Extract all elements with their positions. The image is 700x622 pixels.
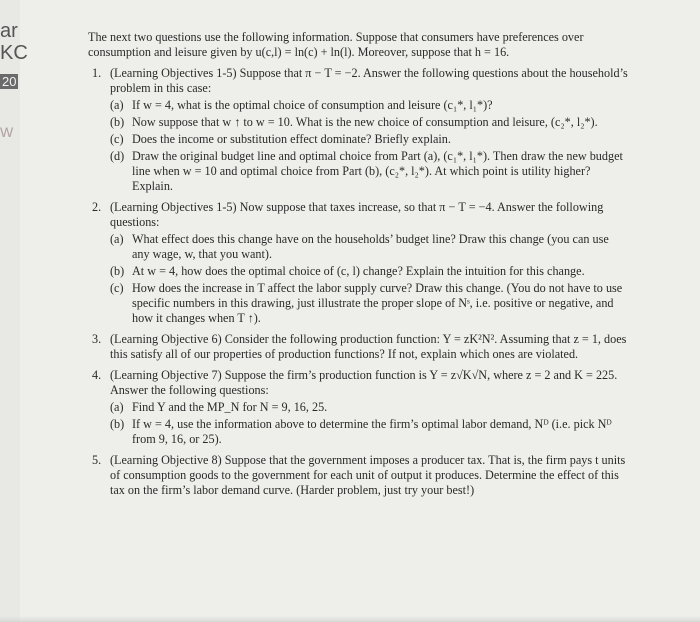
question-part xyxy=(110,132,628,147)
question-part xyxy=(110,232,628,262)
side-fragment: 20 xyxy=(2,74,17,89)
question-text: (Learning Objectives 1-5) Suppose that π − T = −2. Answer the following questions about the household’s problem in this case: xyxy=(110,66,628,95)
question-part xyxy=(110,264,628,279)
part-text: If w = 4, use the information above to determine the firm’s optimal labor demand, Nᴰ (i.e. pick Nᴰ from 9, 16, or 25). xyxy=(132,417,612,446)
part-text: How does the increase in T affect the labor supply curve? Draw this change. (You do not have to use specific numbers in this drawing, just illustrate the proper slope of Nˢ, i.e. positive or negative, and how it changes when T ↑). xyxy=(132,281,623,325)
page-bottom-edge xyxy=(0,616,700,622)
side-fragment: W xyxy=(0,124,14,140)
question-number: 3. xyxy=(92,332,102,346)
question-part xyxy=(110,400,628,415)
part-label: (c) xyxy=(110,281,124,295)
question-text: (Learning Objective 8) Suppose that the government imposes a producer tax. That is, the firm pays t units of consumption goods to the government for each unit of output it produces. Determine the effect of this tax on the firm’s labor demand curve. (Harder problem, just try your best!) xyxy=(110,453,626,497)
part-label: (b) xyxy=(110,115,125,129)
side-fragment: ar xyxy=(0,20,18,42)
question-4 xyxy=(88,368,628,447)
part-text: If w = 4, what is the optimal choice of consumption and leisure (c₁*, l₁*)? xyxy=(132,98,493,112)
part-text: Draw the original budget line and optimal choice from Part (a), (c₁*, l₁*). Then draw the new budget line when w = 10 and optimal choice from Part (b), (c₂*, l₂*). At which point is utility higher? Explain. xyxy=(132,149,623,193)
part-label: (a) xyxy=(110,400,124,414)
part-label: (b) xyxy=(110,264,125,278)
question-number: 1. xyxy=(92,66,102,80)
question-3 xyxy=(88,332,628,362)
question-text: (Learning Objective 7) Suppose the firm’s production function is Y = z√K√N, where z = 2 and K = 225. Answer the following questions: xyxy=(110,368,618,397)
question-part xyxy=(110,417,628,447)
question-part xyxy=(110,98,628,113)
problem-set-page xyxy=(88,30,628,504)
part-text: At w = 4, how does the optimal choice of (c, l) change? Explain the intuition for this change. xyxy=(132,264,585,278)
question-text: (Learning Objectives 1-5) Now suppose that taxes increase, so that π − T = −4. Answer the following questions: xyxy=(110,200,604,229)
part-text: Does the income or substitution effect dominate? Briefly explain. xyxy=(132,132,451,146)
question-number: 2. xyxy=(92,200,102,214)
question-5 xyxy=(88,453,628,498)
question-2 xyxy=(88,200,628,326)
part-label: (a) xyxy=(110,98,124,112)
question-text: (Learning Objective 6) Consider the following production function: Y = zK²N². Assuming that z = 1, does this satisfy all of our properties of production functions? If not, explain which ones are violated. xyxy=(110,332,627,361)
side-fragment: KC xyxy=(0,42,28,64)
part-label: (b) xyxy=(110,417,125,431)
question-number: 5. xyxy=(92,453,102,467)
question-part xyxy=(110,149,628,194)
question-part xyxy=(110,281,628,326)
part-text: What effect does this change have on the households’ budget line? Draw this change (you can use any wage, w, that you want). xyxy=(132,232,609,261)
question-1 xyxy=(88,66,628,194)
question-number: 4. xyxy=(92,368,102,382)
part-text: Now suppose that w ↑ to w = 10. What is the new choice of consumption and leisure, (c₂*, l₂*). xyxy=(132,115,598,129)
intro-paragraph: The next two questions use the following information. Suppose that consumers have preferences over consumption and leisure given by u(c,l) = ln(c) + ln(l). Moreover, suppose that h = 16. xyxy=(88,30,584,59)
question-part xyxy=(110,115,628,130)
part-label: (d) xyxy=(110,149,125,163)
part-text: Find Y and the MP_N for N = 9, 16, 25. xyxy=(132,400,328,414)
background-window-edge xyxy=(0,0,28,622)
part-label: (c) xyxy=(110,132,124,146)
part-label: (a) xyxy=(110,232,124,246)
